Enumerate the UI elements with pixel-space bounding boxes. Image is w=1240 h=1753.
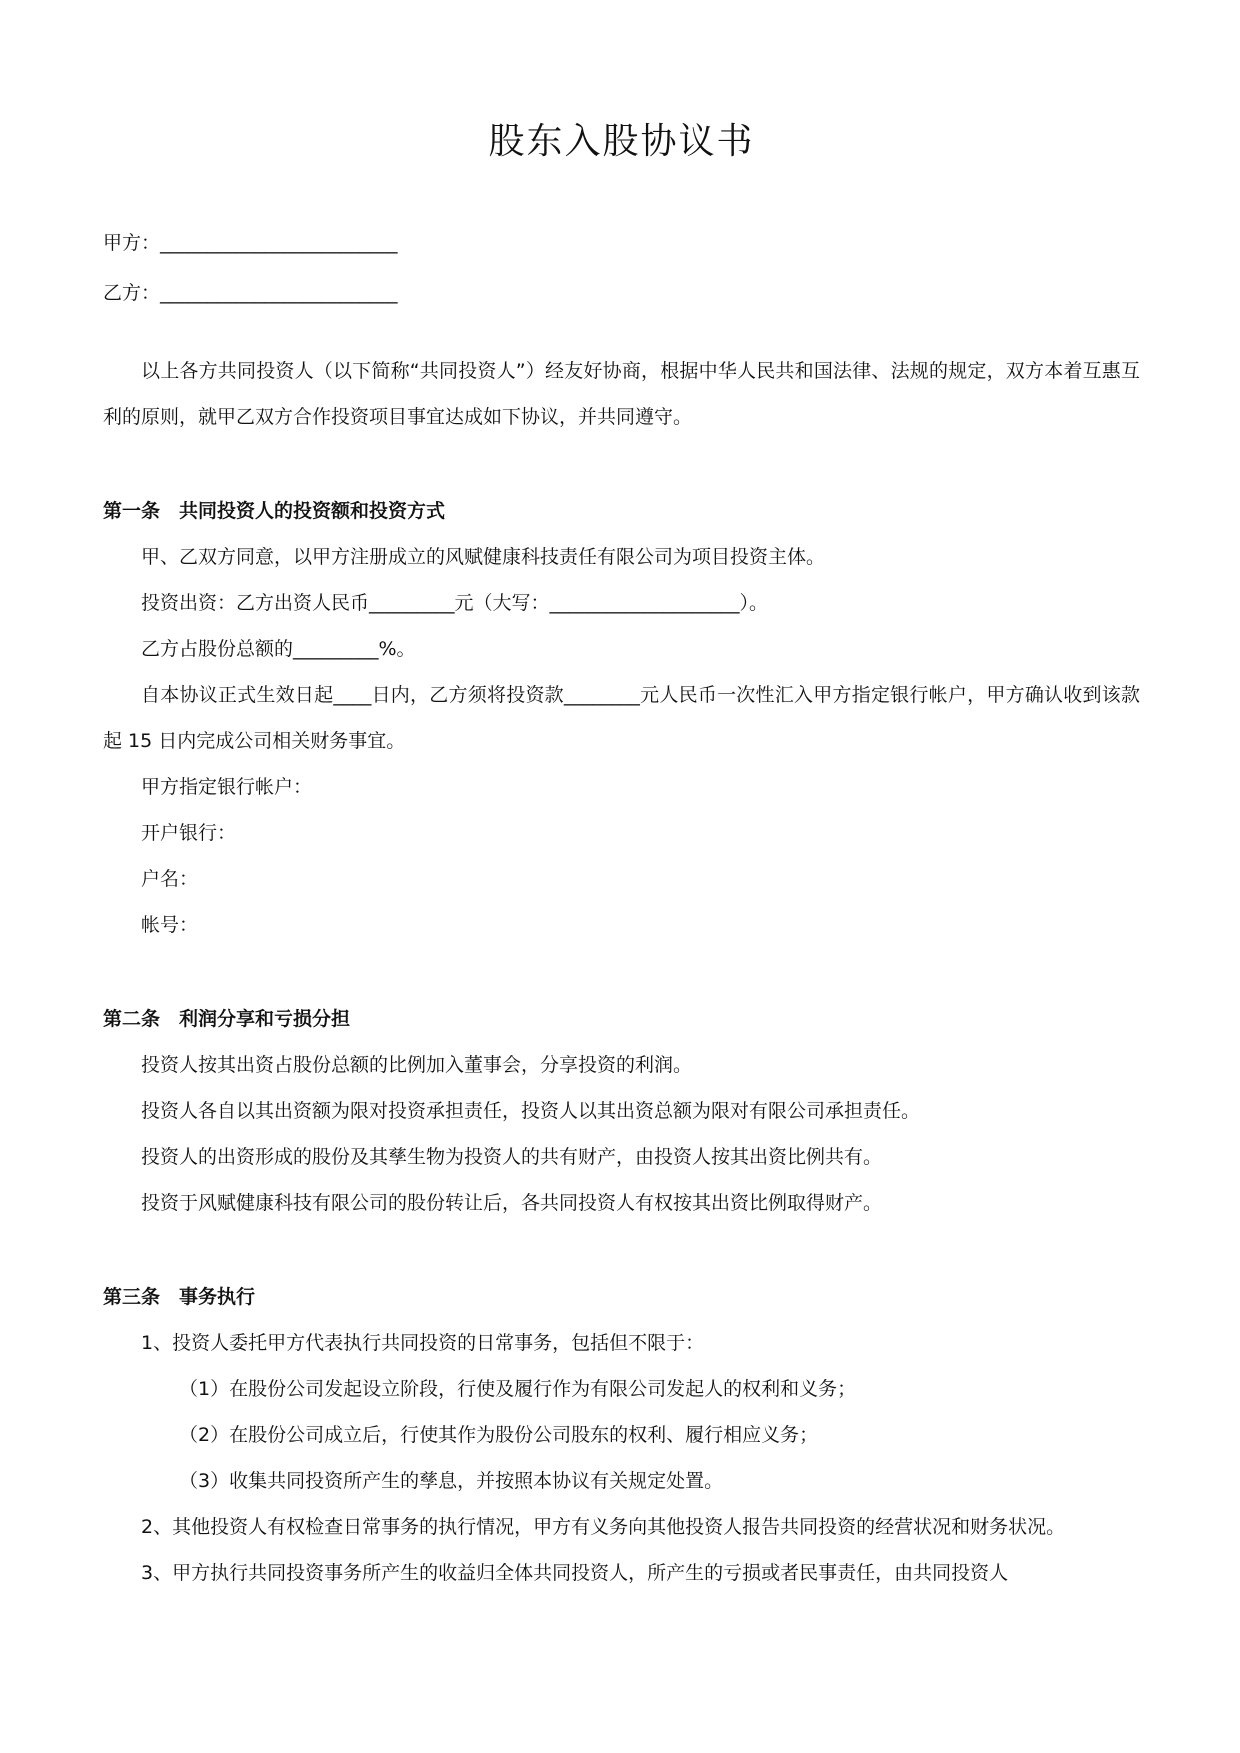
article-3-heading: 第三条 事务执行 <box>103 1286 256 1308</box>
account-name-label: 户名： <box>141 868 199 890</box>
article-3-subitem-1: （1）在股份公司发起设立阶段，行使及履行作为有限公司发起人的权利和义务； <box>179 1378 857 1400</box>
article-2-paragraph-3: 投资人的出资形成的股份及其孳生物为投资人的共有财产，由投资人按其出资比例共有。 <box>141 1146 883 1168</box>
bank-name-label: 开户银行： <box>141 822 237 844</box>
article-1-paragraph-4: 自本协议正式生效日起____日内，乙方须将投资款________元人民币一次性汇入甲方指定银行帐户，甲方确认收到该款起 15 日内完成公司相关财务事宜。 <box>103 684 1140 752</box>
spacer <box>103 440 1140 488</box>
article-2-heading: 第二条 利润分享和亏损分担 <box>103 1008 351 1030</box>
article-3-item-2: 2、其他投资人有权检查日常事务的执行情况，甲方有义务向其他投资人报告共同投资的经营状况和财务状况。 <box>141 1516 1066 1538</box>
document-title: 股东入股协议书 <box>488 121 755 162</box>
account-number-label: 帐号： <box>141 914 199 936</box>
article-3-item-1: 1、投资人委托甲方代表执行共同投资的日常事务，包括但不限于： <box>141 1332 705 1354</box>
spacer <box>103 318 1140 348</box>
article-2-paragraph-4: 投资于风赋健康科技有限公司的股份转让后，各共同投资人有权按其出资比例取得财产。 <box>141 1192 883 1214</box>
article-1-paragraph-2: 投资出资：乙方出资人民币_________元（大写：____________________）。 <box>141 592 769 614</box>
intro-paragraph: 以上各方共同投资人（以下简称“共同投资人”）经友好协商，根据中华人民共和国法律、法规的规定，双方本着互惠互利的原则，就甲乙双方合作投资项目事宜达成如下协议，并共同遵守。 <box>103 360 1140 428</box>
article-3-item-3: 3、甲方执行共同投资事务所产生的收益归全体共同投资人，所产生的亏损或者民事责任，由共同投资人 <box>141 1562 1009 1584</box>
bank-account-title: 甲方指定银行帐户： <box>141 776 313 798</box>
article-3-subitem-2: （2）在股份公司成立后，行使其作为股份公司股东的权利、履行相应义务； <box>179 1424 819 1446</box>
party-a-line: 甲方：_________________________ <box>103 232 398 254</box>
spacer <box>103 1226 1140 1274</box>
article-3-subitem-3: （3）收集共同投资所产生的孳息，并按照本协议有关规定处置。 <box>179 1470 724 1492</box>
article-2-paragraph-2: 投资人各自以其出资额为限对投资承担责任，投资人以其出资总额为限对有限公司承担责任。 <box>141 1100 921 1122</box>
article-2-paragraph-1: 投资人按其出资占股份总额的比例加入董事会，分享投资的利润。 <box>141 1054 693 1076</box>
article-1-paragraph-1: 甲、乙双方同意，以甲方注册成立的风赋健康科技责任有限公司为项目投资主体。 <box>141 546 826 568</box>
article-1-paragraph-3: 乙方占股份总额的_________%。 <box>141 638 416 660</box>
party-b-line: 乙方：_________________________ <box>103 282 398 304</box>
article-1-heading: 第一条 共同投资人的投资额和投资方式 <box>103 500 446 522</box>
spacer <box>103 948 1140 996</box>
